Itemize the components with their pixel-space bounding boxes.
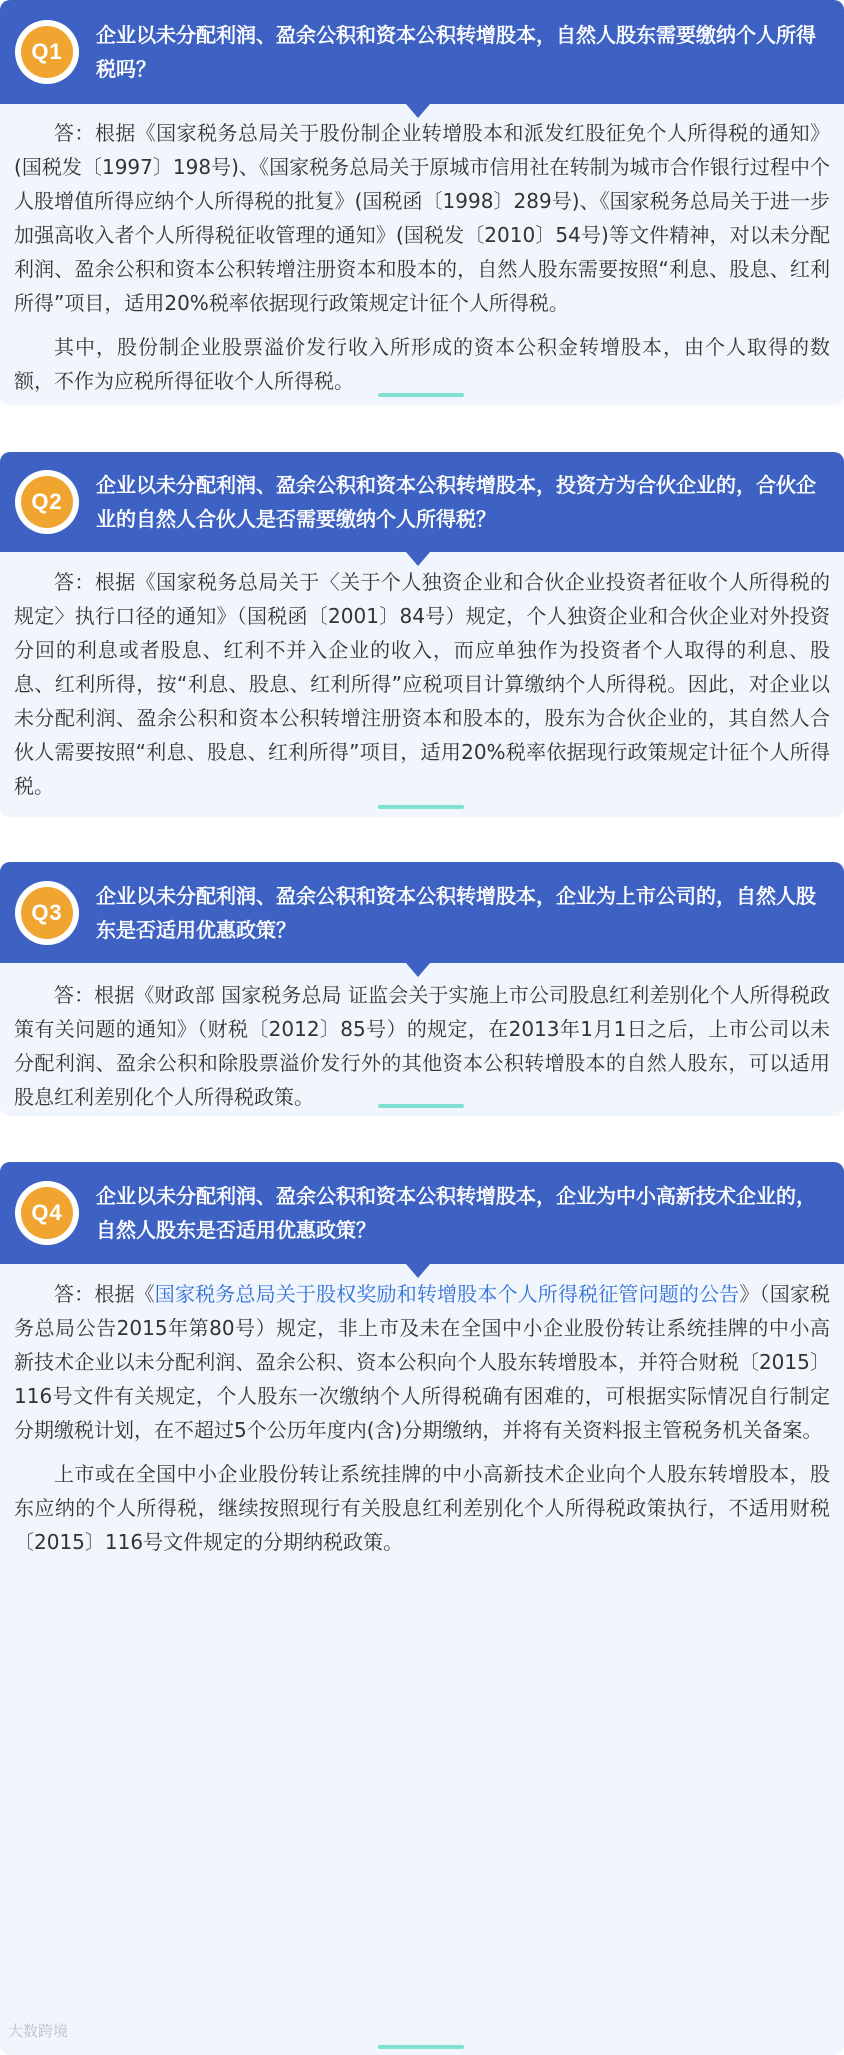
answer-paragraph: 答：根据《国家税务总局关于股份制企业转增股本和派发红股征免个人所得税的通知》(国税发〔1997〕198号)、《国家税务总局关于原城市信用社在转制为城市合作银行过程中个人股增值所得应纳个人所得税的批复》(国税函〔1998〕289号)、《国家税务总局关于进一步加强高收入者个人所得税征收管理的通知》(国税发〔2010〕54号)等文件精神，对以未分配利润、盈余公积和资本公积转增注册资本和股本的，自然人股东需要按照“利息、股息、红利所得”项目，适用20%税率依据现行政策规定计征个人所得税。 — [14, 121, 830, 315]
answer-text — [14, 978, 830, 1114]
question-header — [0, 452, 844, 552]
question-header — [0, 0, 844, 104]
faq-card-q2 — [0, 452, 844, 817]
divider-bar — [378, 805, 464, 809]
badge-label: Q4 — [21, 1187, 73, 1239]
badge-label: Q1 — [21, 26, 73, 78]
question-text: 企业以未分配利润、盈余公积和资本公积转增股本，企业为中小高新技术企业的，自然人股东是否适用优惠政策？ — [96, 1184, 816, 1242]
pointer-arrow — [406, 1264, 430, 1278]
answer-text — [14, 565, 830, 803]
divider-bar — [378, 2045, 464, 2049]
question-text: 企业以未分配利润、盈余公积和资本公积转增股本，自然人股东需要缴纳个人所得税吗？ — [96, 23, 816, 81]
policy-link[interactable]: 国家税务总局关于股权奖励和转增股本个人所得税征管问题的公告 — [154, 1282, 740, 1306]
badge-circle — [15, 20, 79, 84]
badge-circle — [15, 470, 79, 534]
answer-text — [14, 1277, 830, 1559]
faq-card-q1 — [0, 0, 844, 405]
answer-paragraph: 其中，股份制企业股票溢价发行收入所形成的资本公积金转增股本，由个人取得的数额，不作为应税所得征收个人所得税。 — [14, 335, 830, 393]
divider-bar — [378, 1104, 464, 1108]
watermark-logo: 大数跨境 — [8, 2022, 69, 2040]
faq-card-q3 — [0, 862, 844, 1116]
question-text: 企业以未分配利润、盈余公积和资本公积转增股本，企业为上市公司的，自然人股东是否适用优惠政策？ — [96, 884, 816, 942]
question-header — [0, 862, 844, 963]
question-text: 企业以未分配利润、盈余公积和资本公积转增股本，投资方为合伙企业的，合伙企业的自然人合伙人是否需要缴纳个人所得税？ — [96, 473, 816, 531]
badge-label: Q2 — [21, 476, 73, 528]
answer-text — [14, 116, 830, 398]
badge-circle — [15, 881, 79, 945]
faq-card-q4 — [0, 1162, 844, 2055]
divider-bar — [378, 393, 464, 397]
answer-paragraph: 上市或在全国中小企业股份转让系统挂牌的中小高新技术企业向个人股东转增股本，股东应纳的个人所得税，继续按照现行有关股息红利差别化个人所得税政策执行，不适用财税〔2015〕116号文件规定的分期纳税政策。 — [14, 1462, 830, 1554]
answer-paragraph: 答：根据《国家税务总局关于〈关于个人独资企业和合伙企业投资者征收个人所得税的规定〉执行口径的通知》（国税函〔2001〕84号）规定，个人独资企业和合伙企业对外投资分回的利息或者股息、红利不并入企业的收入，而应单独作为投资者个人取得的利息、股息、红利所得，按“利息、股息、红利所得”应税项目计算缴纳个人所得税。因此，对企业以未分配利润、盈余公积和资本公积转增注册资本和股本的，股东为合伙企业的，其自然人合伙人需要按照“利息、股息、红利所得”项目，适用20%税率依据现行政策规定计征个人所得税。 — [14, 570, 830, 798]
badge-label: Q3 — [21, 887, 73, 939]
answer-paragraph — [14, 1277, 830, 1447]
badge-circle — [15, 1181, 79, 1245]
pointer-arrow — [406, 963, 430, 977]
pointer-arrow — [406, 552, 430, 566]
answer-paragraph: 答：根据《财政部 国家税务总局 证监会关于实施上市公司股息红利差别化个人所得税政策有关问题的通知》（财税〔2012〕85号）的规定，在2013年1月1日之后，上市公司以未分配利润、盈余公积和除股票溢价发行外的其他资本公积转增股本的自然人股东，可以适用股息红利差别化个人所得税政策。 — [14, 983, 830, 1109]
answer-prefix: 答：根据《 — [54, 1282, 155, 1306]
answer-suffix: 》（国家税务总局公告2015年第80号）规定，非上市及未在全国中小企业股份转让系统挂牌的中小高新技术企业以未分配利润、盈余公积、资本公积向个人股东转增股本，并符合财税〔2015〕116号文件有关规定，个人股东一次缴纳个人所得税确有困难的，可根据实际情况自行制定分期缴税计划，在不超过5个公历年度内(含)分期缴纳，并将有关资料报主管税务机关备案。 — [14, 1282, 831, 1442]
question-header — [0, 1162, 844, 1264]
